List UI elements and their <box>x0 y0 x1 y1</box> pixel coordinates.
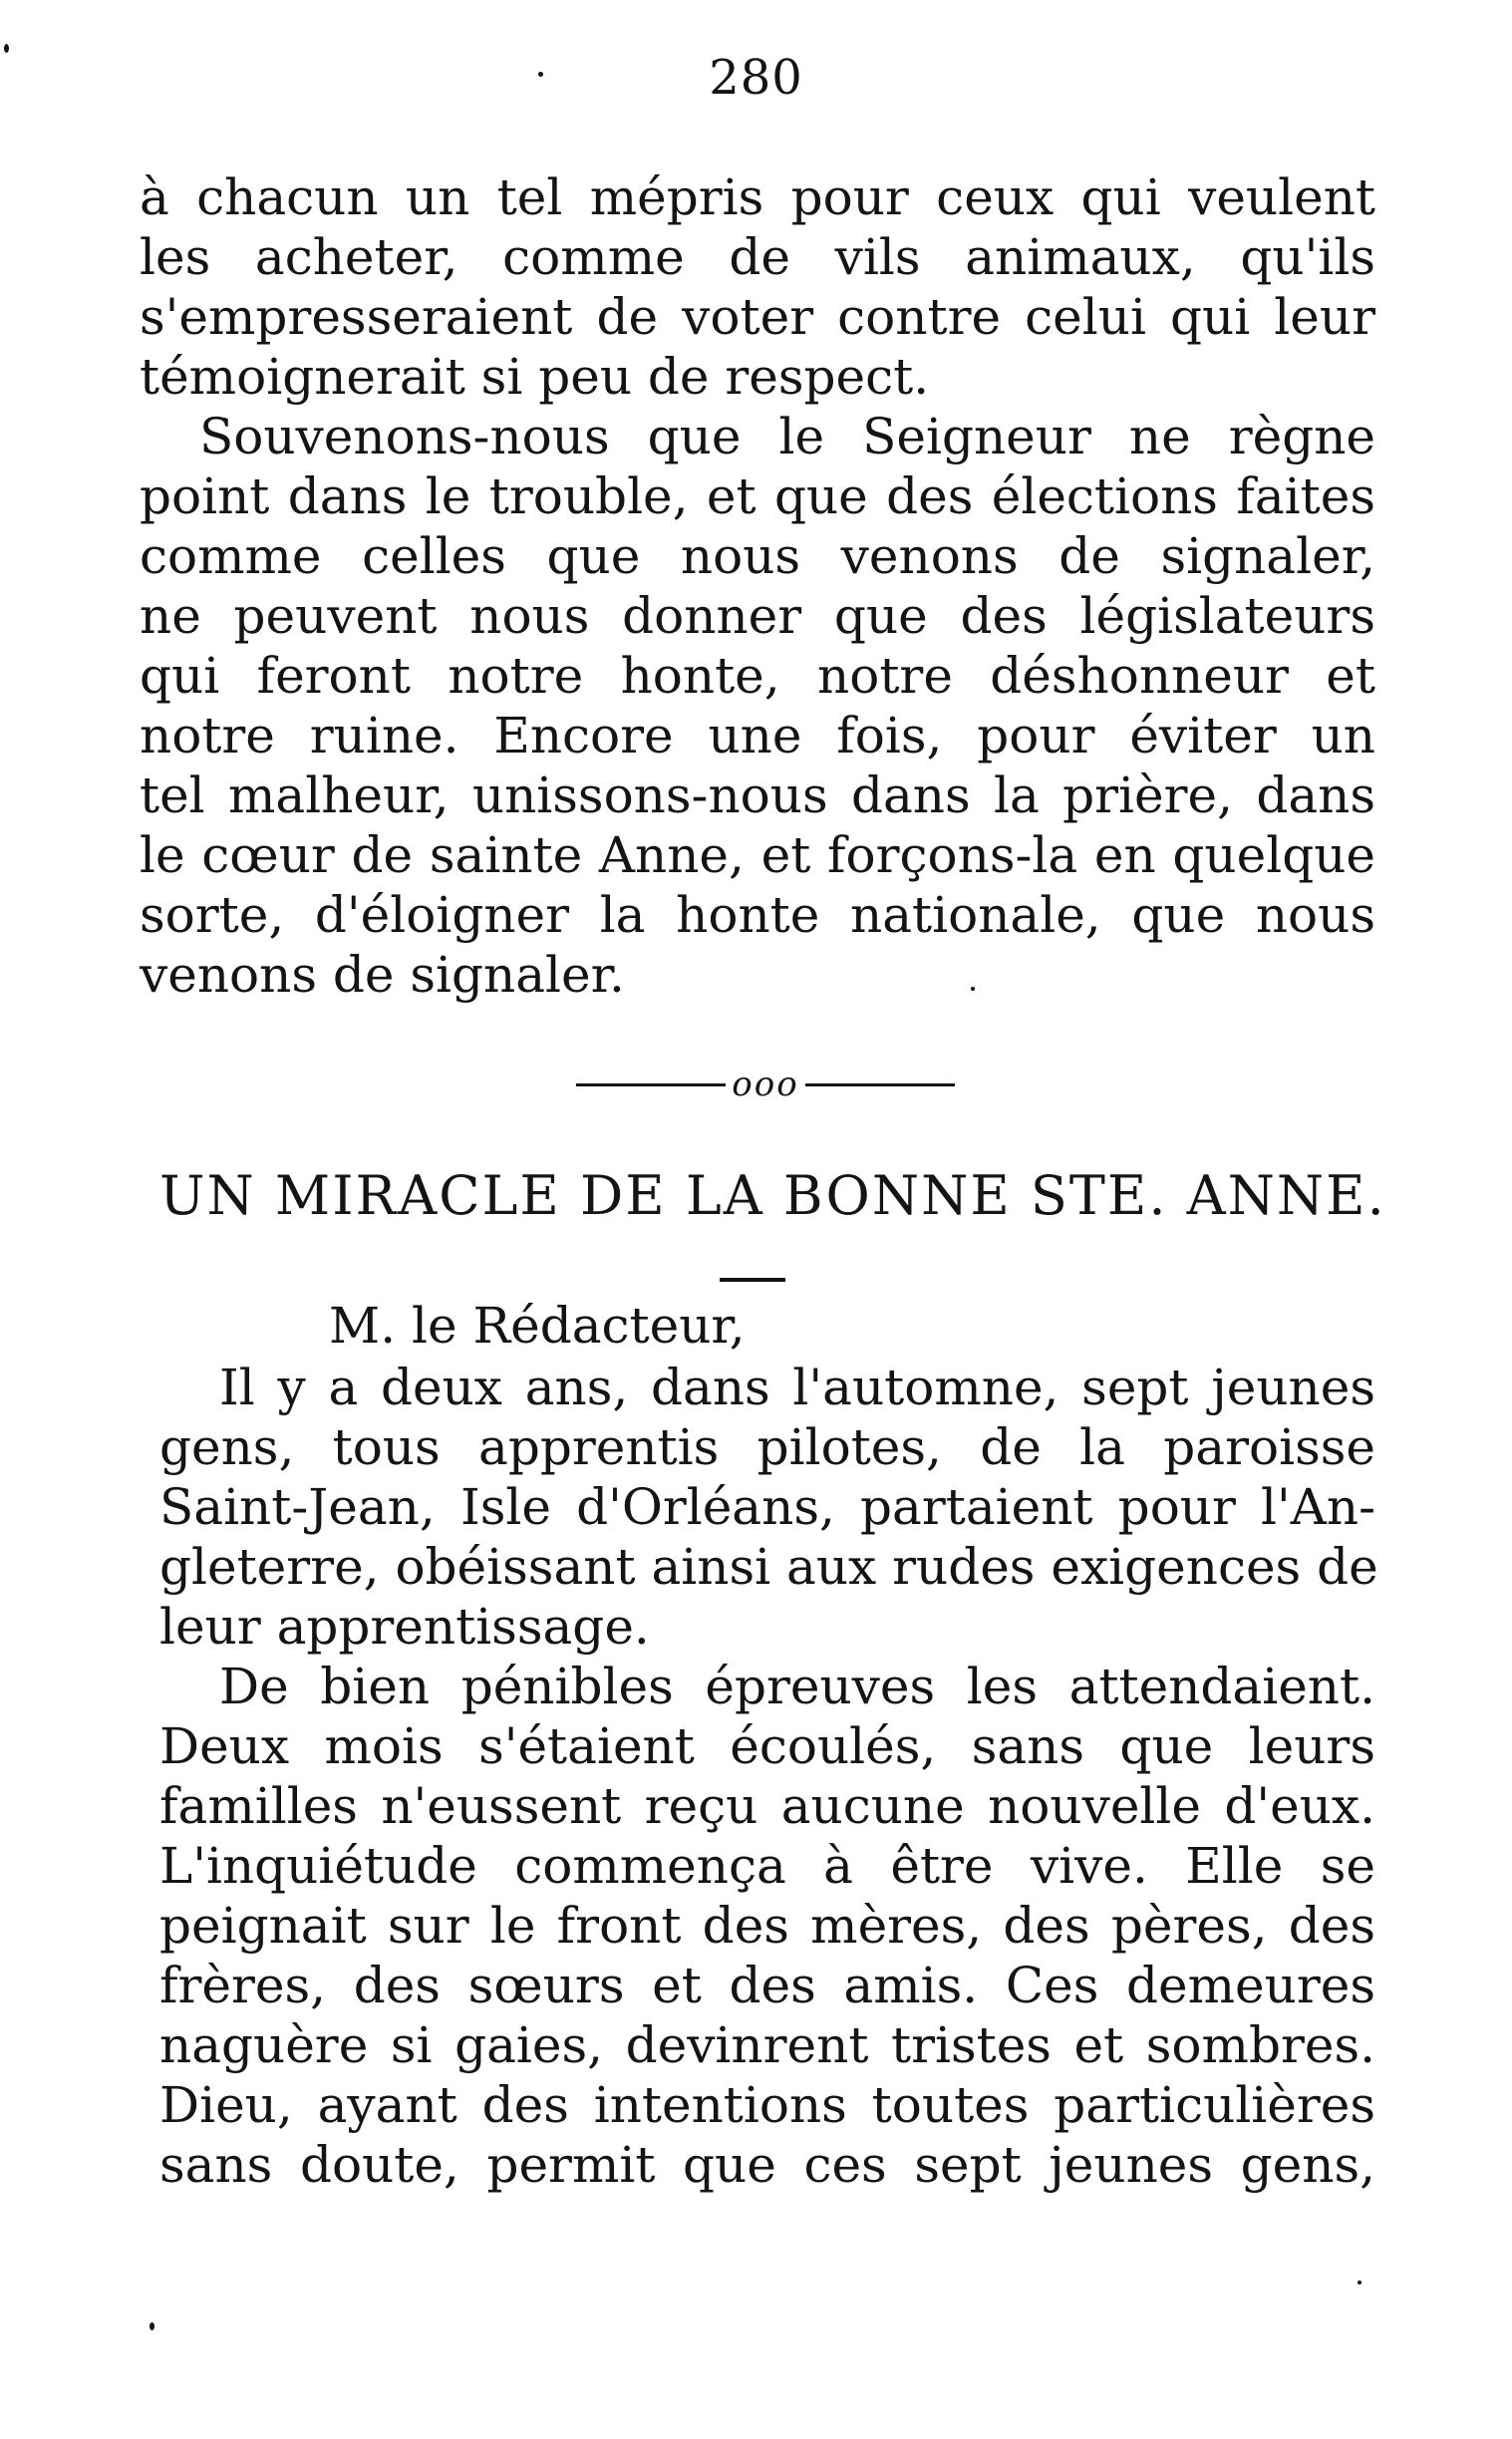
paragraph <box>159 1657 1375 2195</box>
text-line: naguère si gaies, devinrent tristes et sombres. <box>159 2016 1375 2074</box>
text-line: les acheter, comme de vils animaux, qu'ils <box>140 228 1375 286</box>
section-separator <box>556 1065 975 1104</box>
separator-ornament: ooo <box>732 1065 799 1104</box>
text-line: ne peuvent nous donner que des législateurs <box>140 587 1375 645</box>
text-line: venons de signaler. <box>140 946 625 1004</box>
paragraph <box>140 407 1375 1005</box>
page-number: 280 <box>709 50 803 106</box>
paragraph <box>159 1358 1378 1657</box>
paragraph <box>140 167 1375 407</box>
text-line: Il y a deux ans, dans l'automne, sept jeunes <box>219 1359 1375 1416</box>
text-line: qui feront notre honte, notre déshonneur et <box>140 647 1375 705</box>
text-line: sorte, d'éloigner la honte nationale, que nous <box>140 886 1375 944</box>
text-line: s'empresseraient de voter contre celui qui leur <box>140 288 1375 346</box>
salutation: M. le Rédacteur, <box>329 1297 746 1355</box>
text-line: leur apprentissage. <box>159 1598 650 1656</box>
scan-speck <box>150 2322 154 2330</box>
top-text-block <box>140 167 1375 1005</box>
title-underline-rule <box>720 1278 785 1282</box>
text-line: frères, des sœurs et des amis. Ces demeures <box>159 1957 1375 2014</box>
article-body <box>159 1358 1378 2195</box>
scan-speck <box>971 987 975 991</box>
scan-speck <box>4 44 9 53</box>
text-line: point dans le trouble, et que des élections faites <box>140 467 1375 525</box>
text-line: De bien pénibles épreuves les attendaient. <box>219 1658 1375 1715</box>
text-line: tel malheur, unissons-nous dans la prière, dans <box>140 766 1375 824</box>
text-line: sans doute, permit que ces sept jeunes gens, <box>159 2136 1375 2194</box>
article-title: UN MIRACLE DE LA BONNE STE. ANNE. <box>159 1164 1386 1227</box>
text-line: Dieu, ayant des intentions toutes particulières <box>159 2076 1375 2134</box>
text-line: gleterre, obéissant ainsi aux rudes exigences de <box>159 1538 1378 1596</box>
text-line: témoignerait si peu de respect. <box>140 348 930 406</box>
text-line: L'inquiétude commença à être vive. Elle se <box>159 1837 1375 1895</box>
text-line: Deux mois s'étaient écoulés, sans que leurs <box>159 1717 1375 1775</box>
text-line: le cœur de sainte Anne, et forçons-la en quelque <box>140 826 1375 884</box>
text-line: peignait sur le front des mères, des pères, des <box>159 1897 1375 1955</box>
separator-rule-right <box>805 1083 955 1086</box>
text-line: comme celles que nous venons de signaler, <box>140 527 1375 585</box>
text-line: Saint-Jean, Isle d'Orléans, partaient pour l'An- <box>159 1478 1375 1536</box>
scan-speck <box>538 72 543 77</box>
scan-speck <box>1358 2281 1361 2285</box>
text-line: gens, tous apprentis pilotes, de la paroisse <box>159 1418 1375 1476</box>
separator-rule-left <box>576 1083 726 1086</box>
text-line: à chacun un tel mépris pour ceux qui veulent <box>140 168 1375 226</box>
text-line: notre ruine. Encore une fois, pour éviter un <box>140 707 1375 764</box>
text-line: familles n'eussent reçu aucune nouvelle d'eux. <box>159 1777 1375 1835</box>
text-line: Souvenons-nous que le Seigneur ne règne <box>199 408 1375 465</box>
